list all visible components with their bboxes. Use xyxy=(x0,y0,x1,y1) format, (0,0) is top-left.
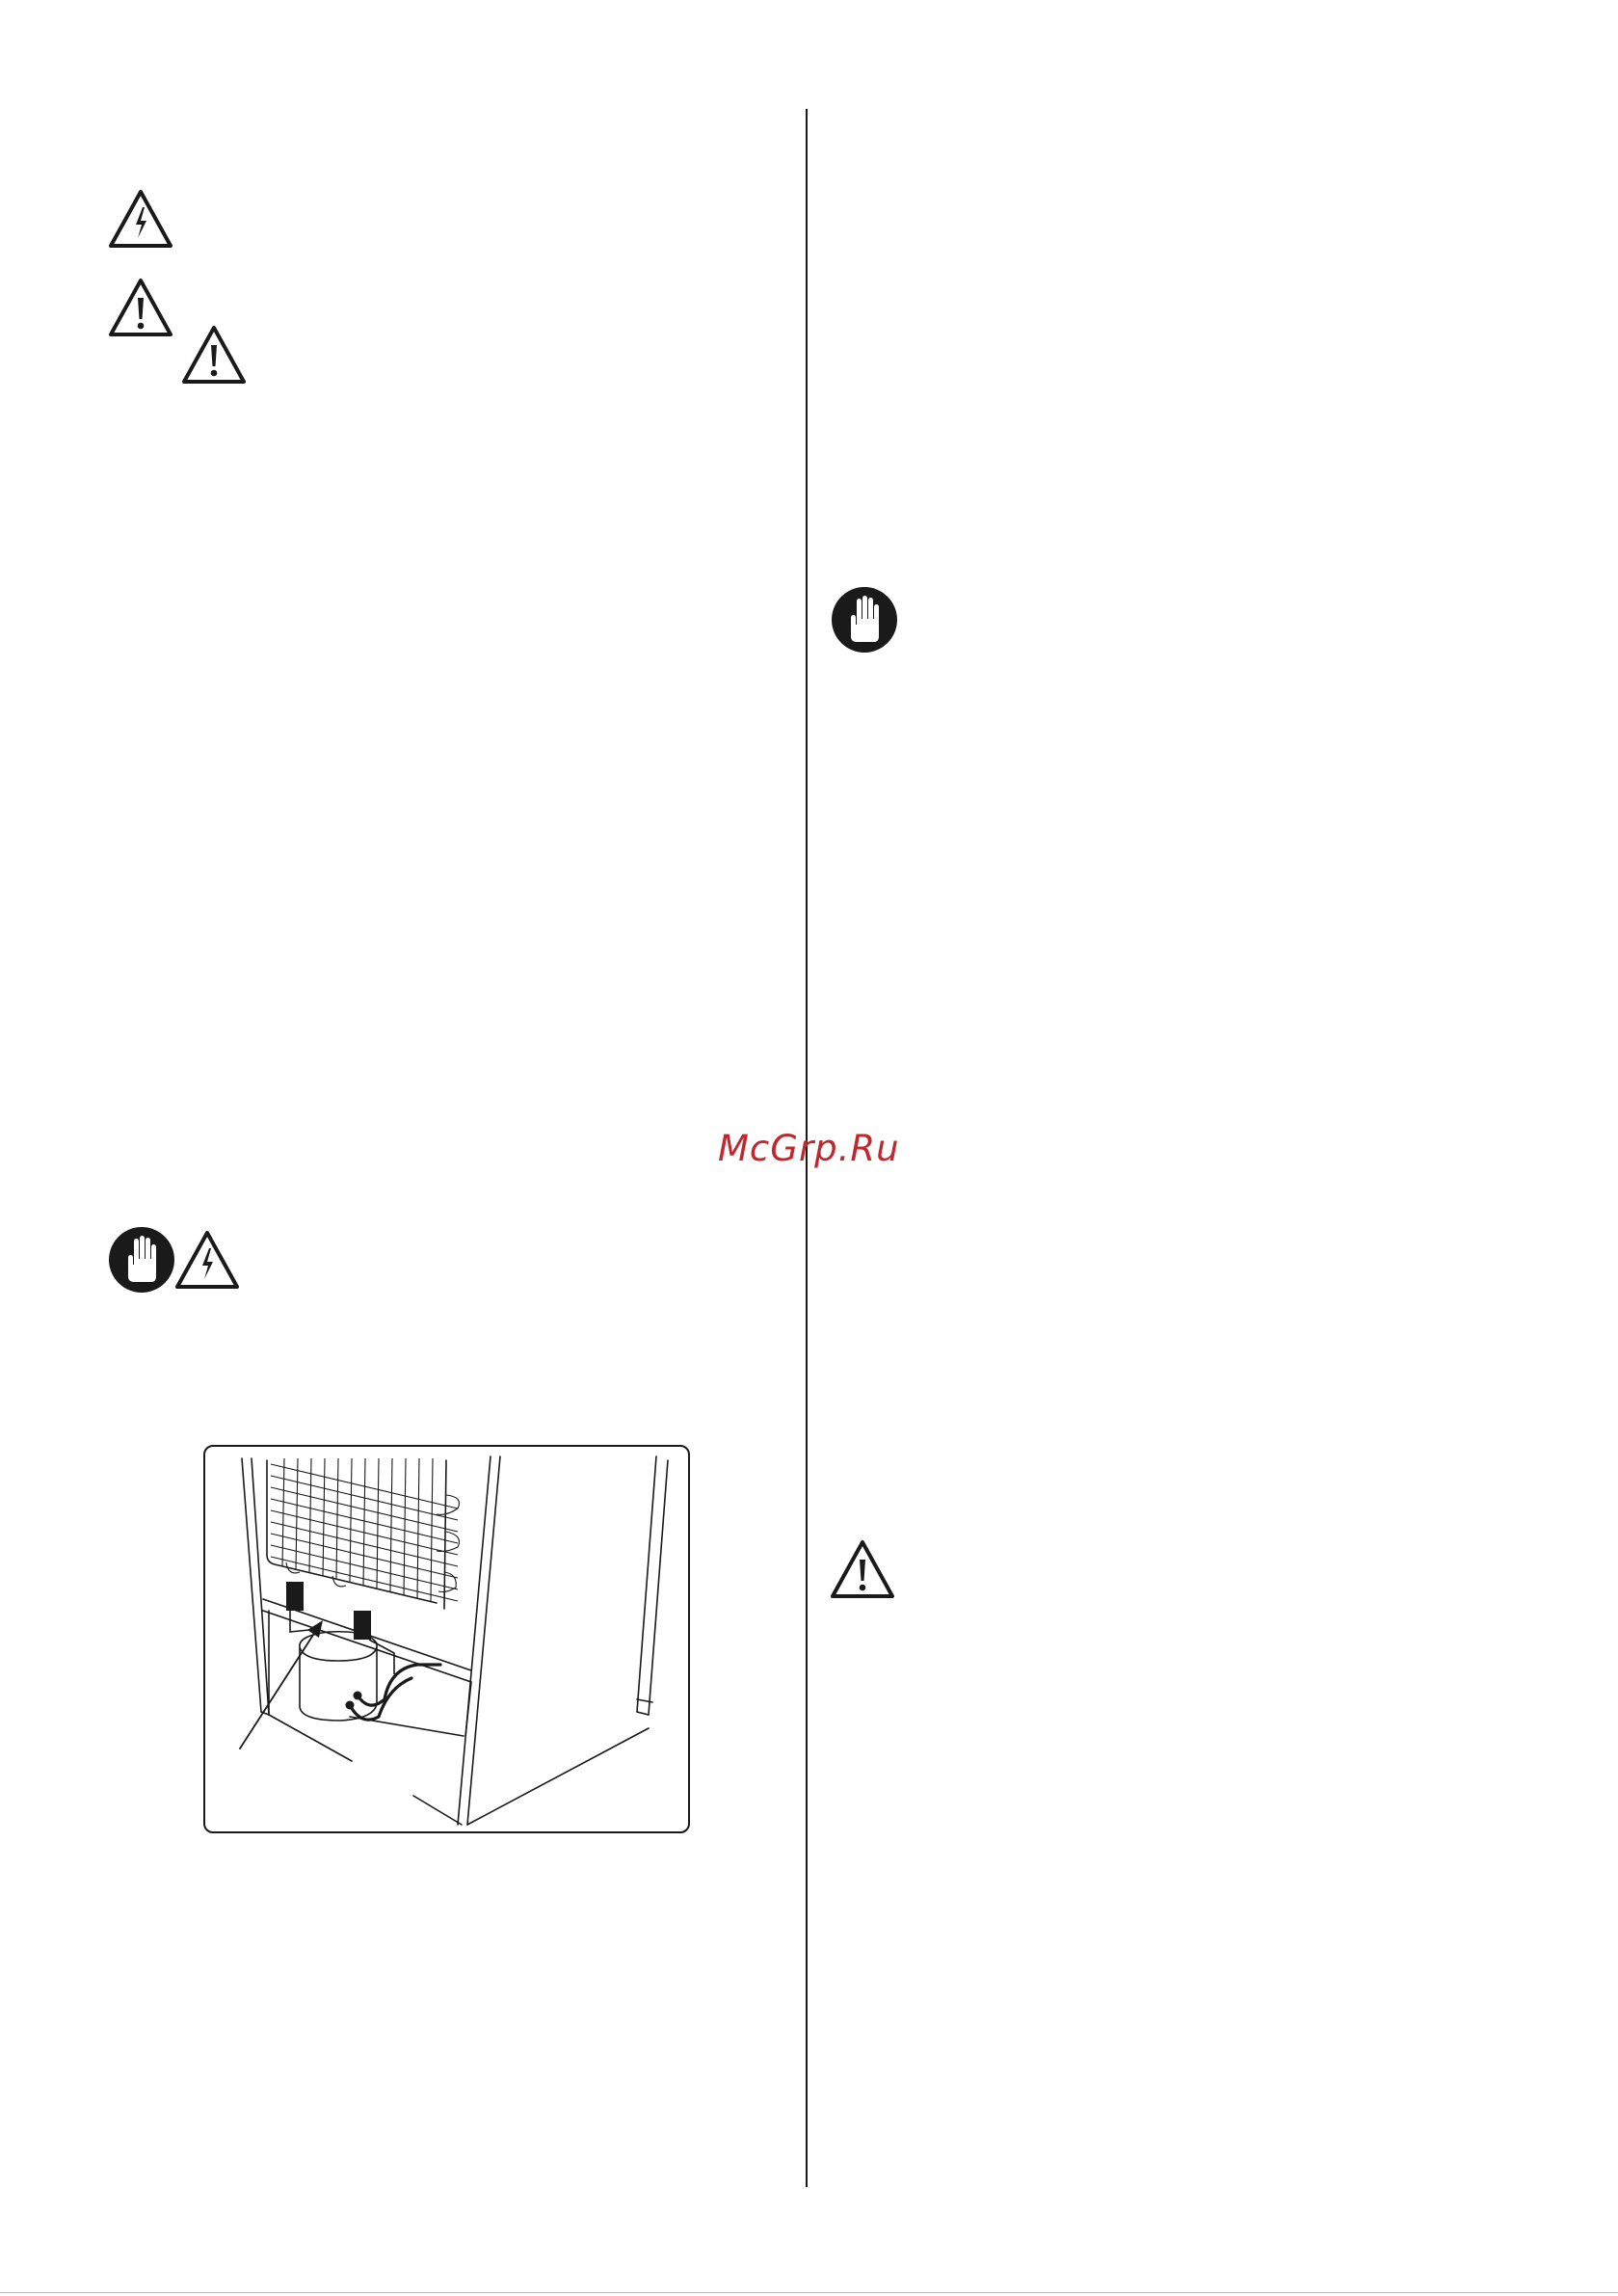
watermark: McGrp.Ru xyxy=(718,1128,900,1169)
footer-rule xyxy=(0,2292,1618,2293)
refrigerator-rear-figure xyxy=(203,1445,690,1833)
stop-hand-icon xyxy=(108,1226,175,1294)
stop-hand-icon xyxy=(831,586,898,654)
general-warning-icon xyxy=(829,1538,896,1601)
electric-shock-warning-icon xyxy=(173,1229,241,1292)
electric-shock-warning-icon xyxy=(107,188,174,251)
general-warning-icon xyxy=(107,277,174,339)
refrigerator-rear-illustration xyxy=(205,1447,688,1831)
caution-icon xyxy=(180,324,248,387)
